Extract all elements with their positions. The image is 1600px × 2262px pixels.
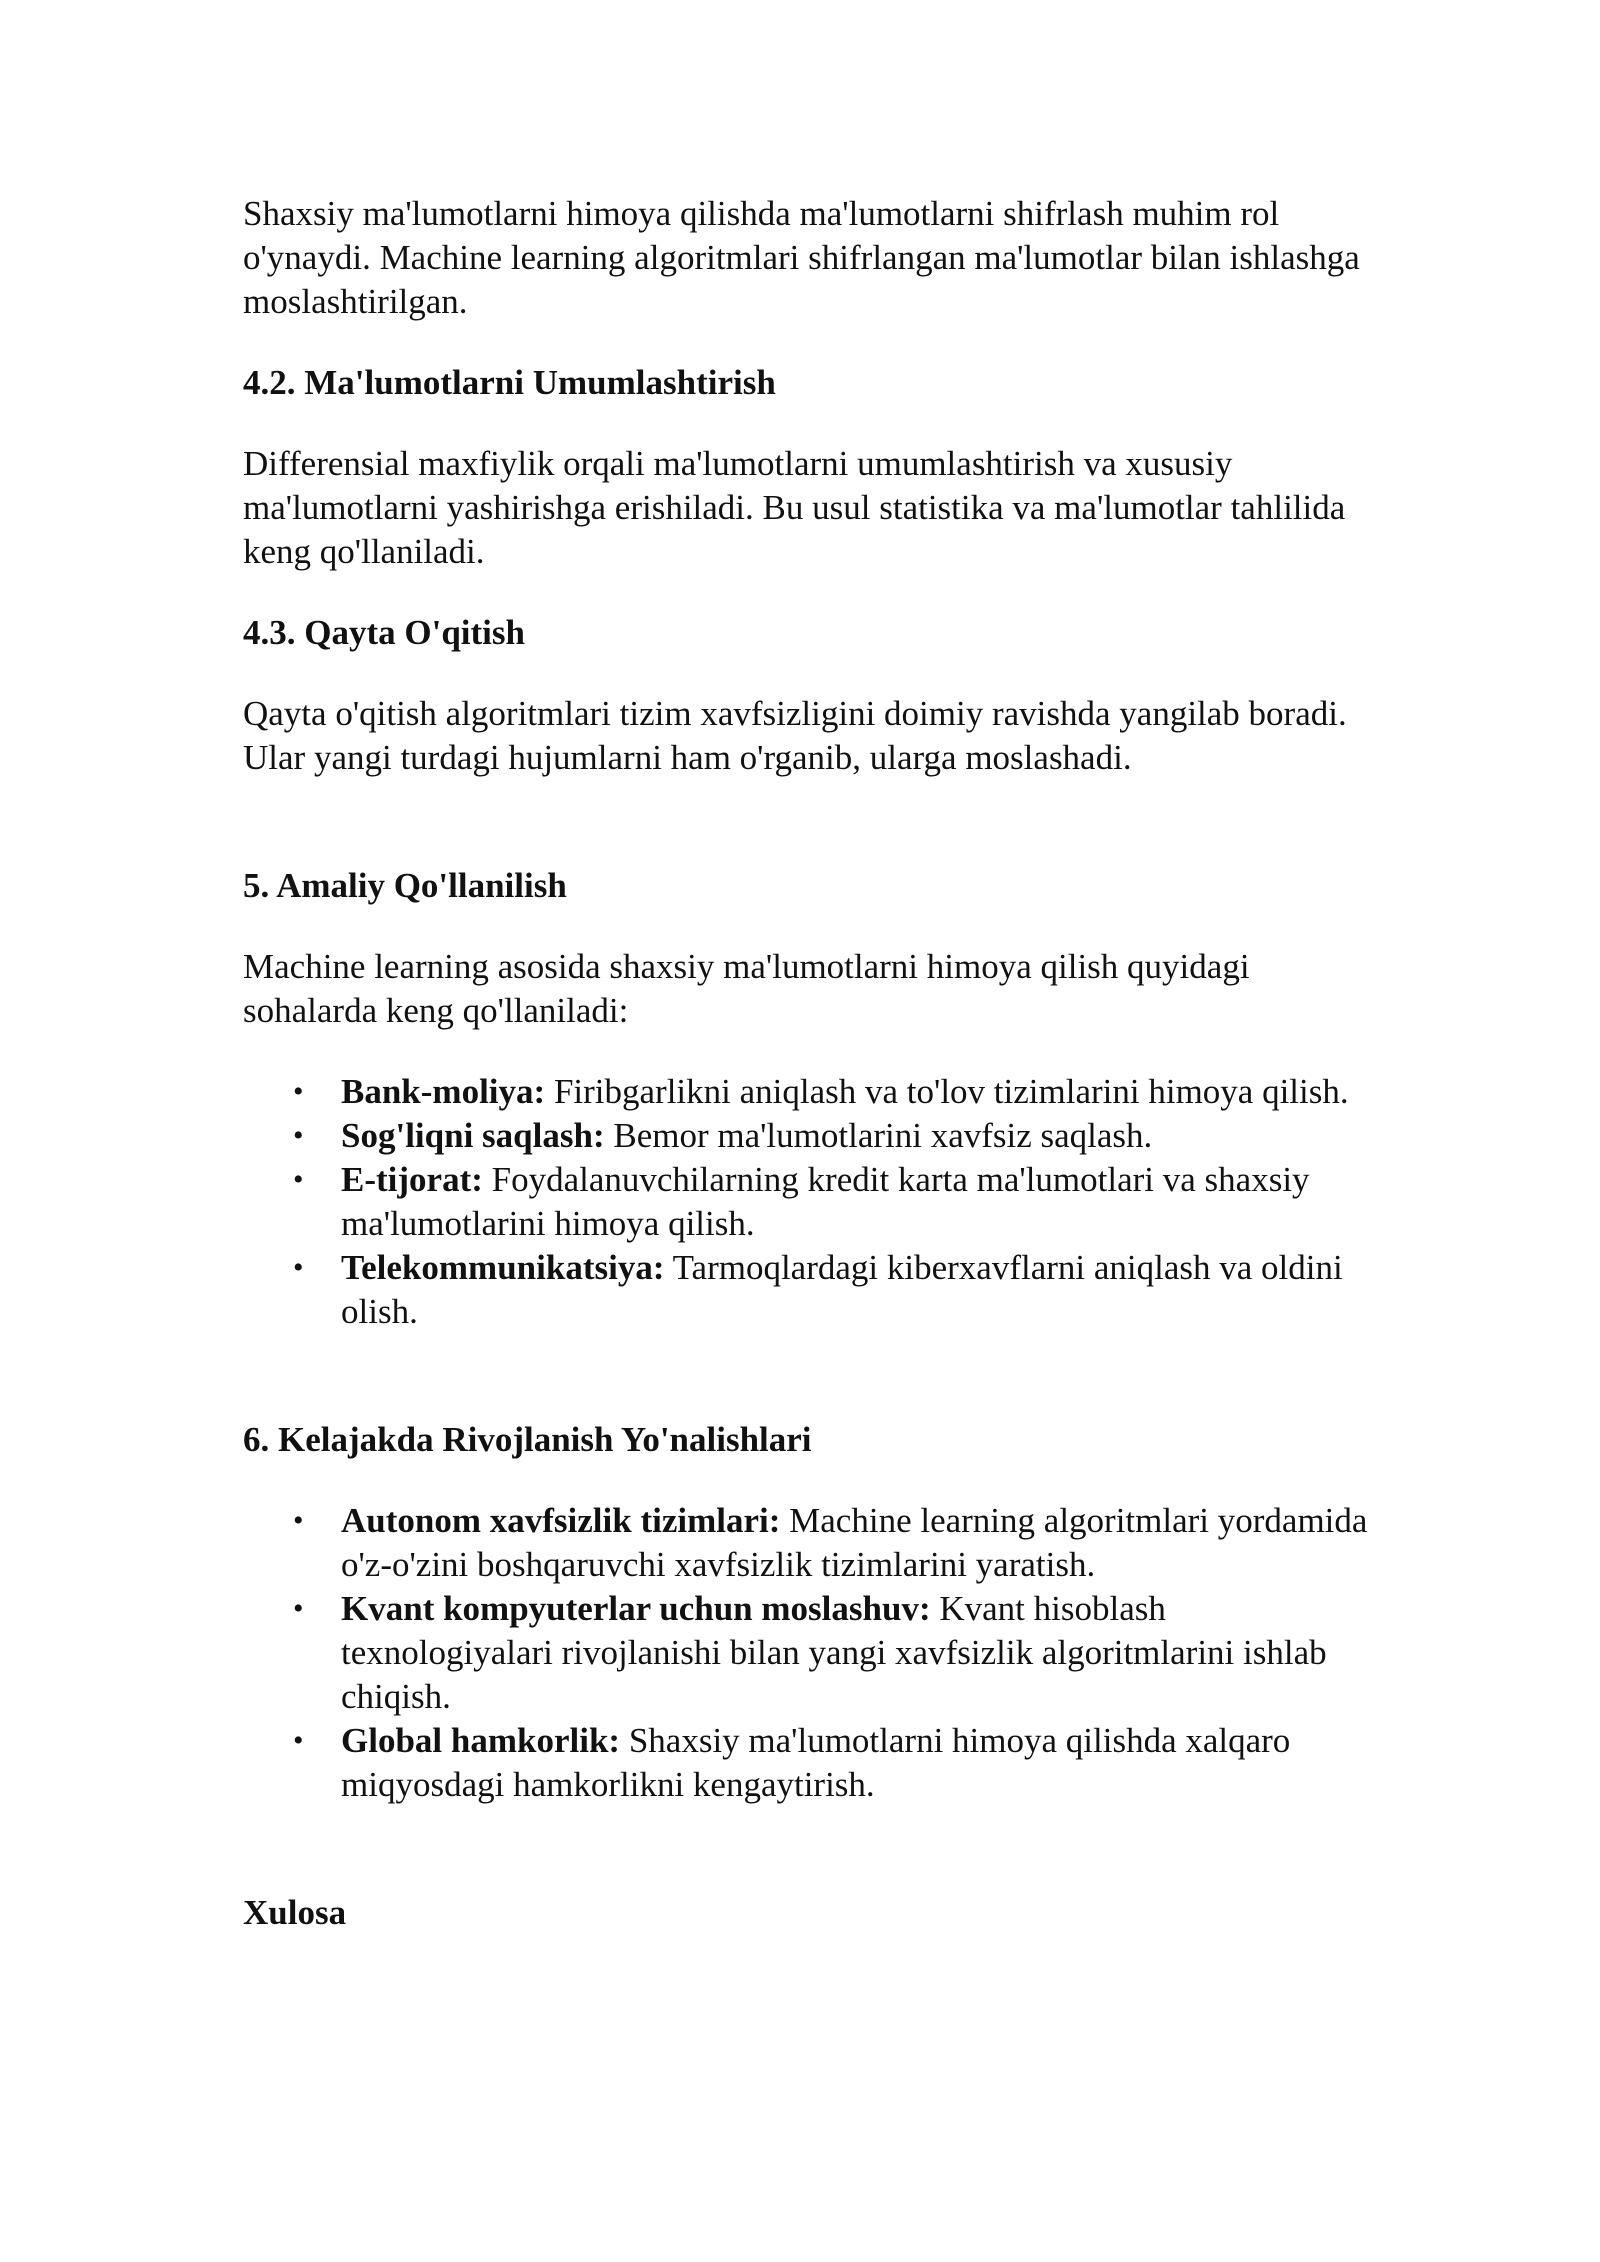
list-item-term: Telekommunikatsiya: [341, 1248, 665, 1287]
list-item [243, 1070, 1383, 1114]
section-heading-6: 6. Kelajakda Rivojlanish Yo'nalishlari [243, 1420, 812, 1459]
list-item-text: Kvant hisoblash texnologiyalari rivojlanishi bilan yangi xavfsizlik algoritmlarini ishlab chiqish. [341, 1589, 1327, 1716]
list-item-text: Tarmoqlardagi kiberxavflarni aniqlash va oldini olish. [341, 1248, 1343, 1331]
section-5-paragraph: Machine learning asosida shaxsiy ma'lumotlarni himoya qilish quyidagi sohalarda keng qo'llaniladi: [243, 947, 1250, 1030]
section-6-list [243, 1499, 1383, 1807]
list-item [243, 1587, 1383, 1719]
section-heading-4-2: 4.2. Ma'lumotlarni Umumlashtirish [243, 363, 776, 402]
bullet-icon: • [293, 1163, 304, 1196]
bullet-icon: • [293, 1251, 304, 1284]
section-heading-4-3: 4.3. Qayta O'qitish [243, 613, 525, 652]
list-item-text: Foydalanuvchilarning kredit karta ma'lumotlari va shaxsiy ma'lumotlarini himoya qilish. [341, 1160, 1310, 1243]
bullet-icon: • [293, 1504, 304, 1537]
list-item [243, 1499, 1383, 1587]
list-item [243, 1114, 1383, 1158]
list-item [243, 1719, 1383, 1807]
section-heading-5: 5. Amaliy Qo'llanilish [243, 866, 567, 905]
list-item-term: Sog'liqni saqlash: [341, 1116, 605, 1155]
list-item-term: E-tijorat: [341, 1160, 483, 1199]
section-4-2-paragraph: Differensial maxfiylik orqali ma'lumotlarni umumlashtirish va xususiy ma'lumotlarni yashirishga erishiladi. Bu usul statistika va ma'lumotlar tahlilida keng qo'llaniladi. [243, 444, 1346, 571]
list-item [243, 1158, 1383, 1246]
bullet-icon: • [293, 1119, 304, 1152]
bullet-icon: • [293, 1075, 304, 1108]
list-item-text: Machine learning algoritmlari yordamida o'z-o'zini boshqaruvchi xavfsizlik tizimlarini yaratish. [341, 1501, 1368, 1584]
list-item-text: Firibgarlikni aniqlash va to'lov tizimlarini himoya qilish. [545, 1072, 1349, 1111]
bullet-icon: • [293, 1592, 304, 1625]
list-item-term: Kvant kompyuterlar uchun moslashuv: [341, 1589, 931, 1628]
document-page [243, 192, 1383, 1935]
section-5-list [243, 1070, 1383, 1334]
conclusion-heading: Xulosa [243, 1893, 347, 1932]
list-item-text: Shaxsiy ma'lumotlarni himoya qilishda xalqaro miqyosdagi hamkorlikni kengaytirish. [341, 1721, 1291, 1804]
section-4-3-paragraph: Qayta o'qitish algoritmlari tizim xavfsizligini doimiy ravishda yangilab boradi. Ular yangi turdagi hujumlarni ham o'rganib, ularga moslashadi. [243, 694, 1347, 777]
list-item-text: Bemor ma'lumotlarini xavfsiz saqlash. [604, 1116, 1153, 1155]
list-item-term: Global hamkorlik: [341, 1721, 621, 1760]
list-item-term: Autonom xavfsizlik tizimlari: [341, 1501, 781, 1540]
bullet-icon: • [293, 1724, 304, 1757]
intro-paragraph: Shaxsiy ma'lumotlarni himoya qilishda ma'lumotlarni shifrlash muhim rol o'ynaydi. Machine learning algoritmlari shifrlangan ma'lumotlar bilan ishlashga moslashtirilgan. [243, 194, 1360, 321]
list-item [243, 1246, 1383, 1334]
list-item-term: Bank-moliya: [341, 1072, 546, 1111]
